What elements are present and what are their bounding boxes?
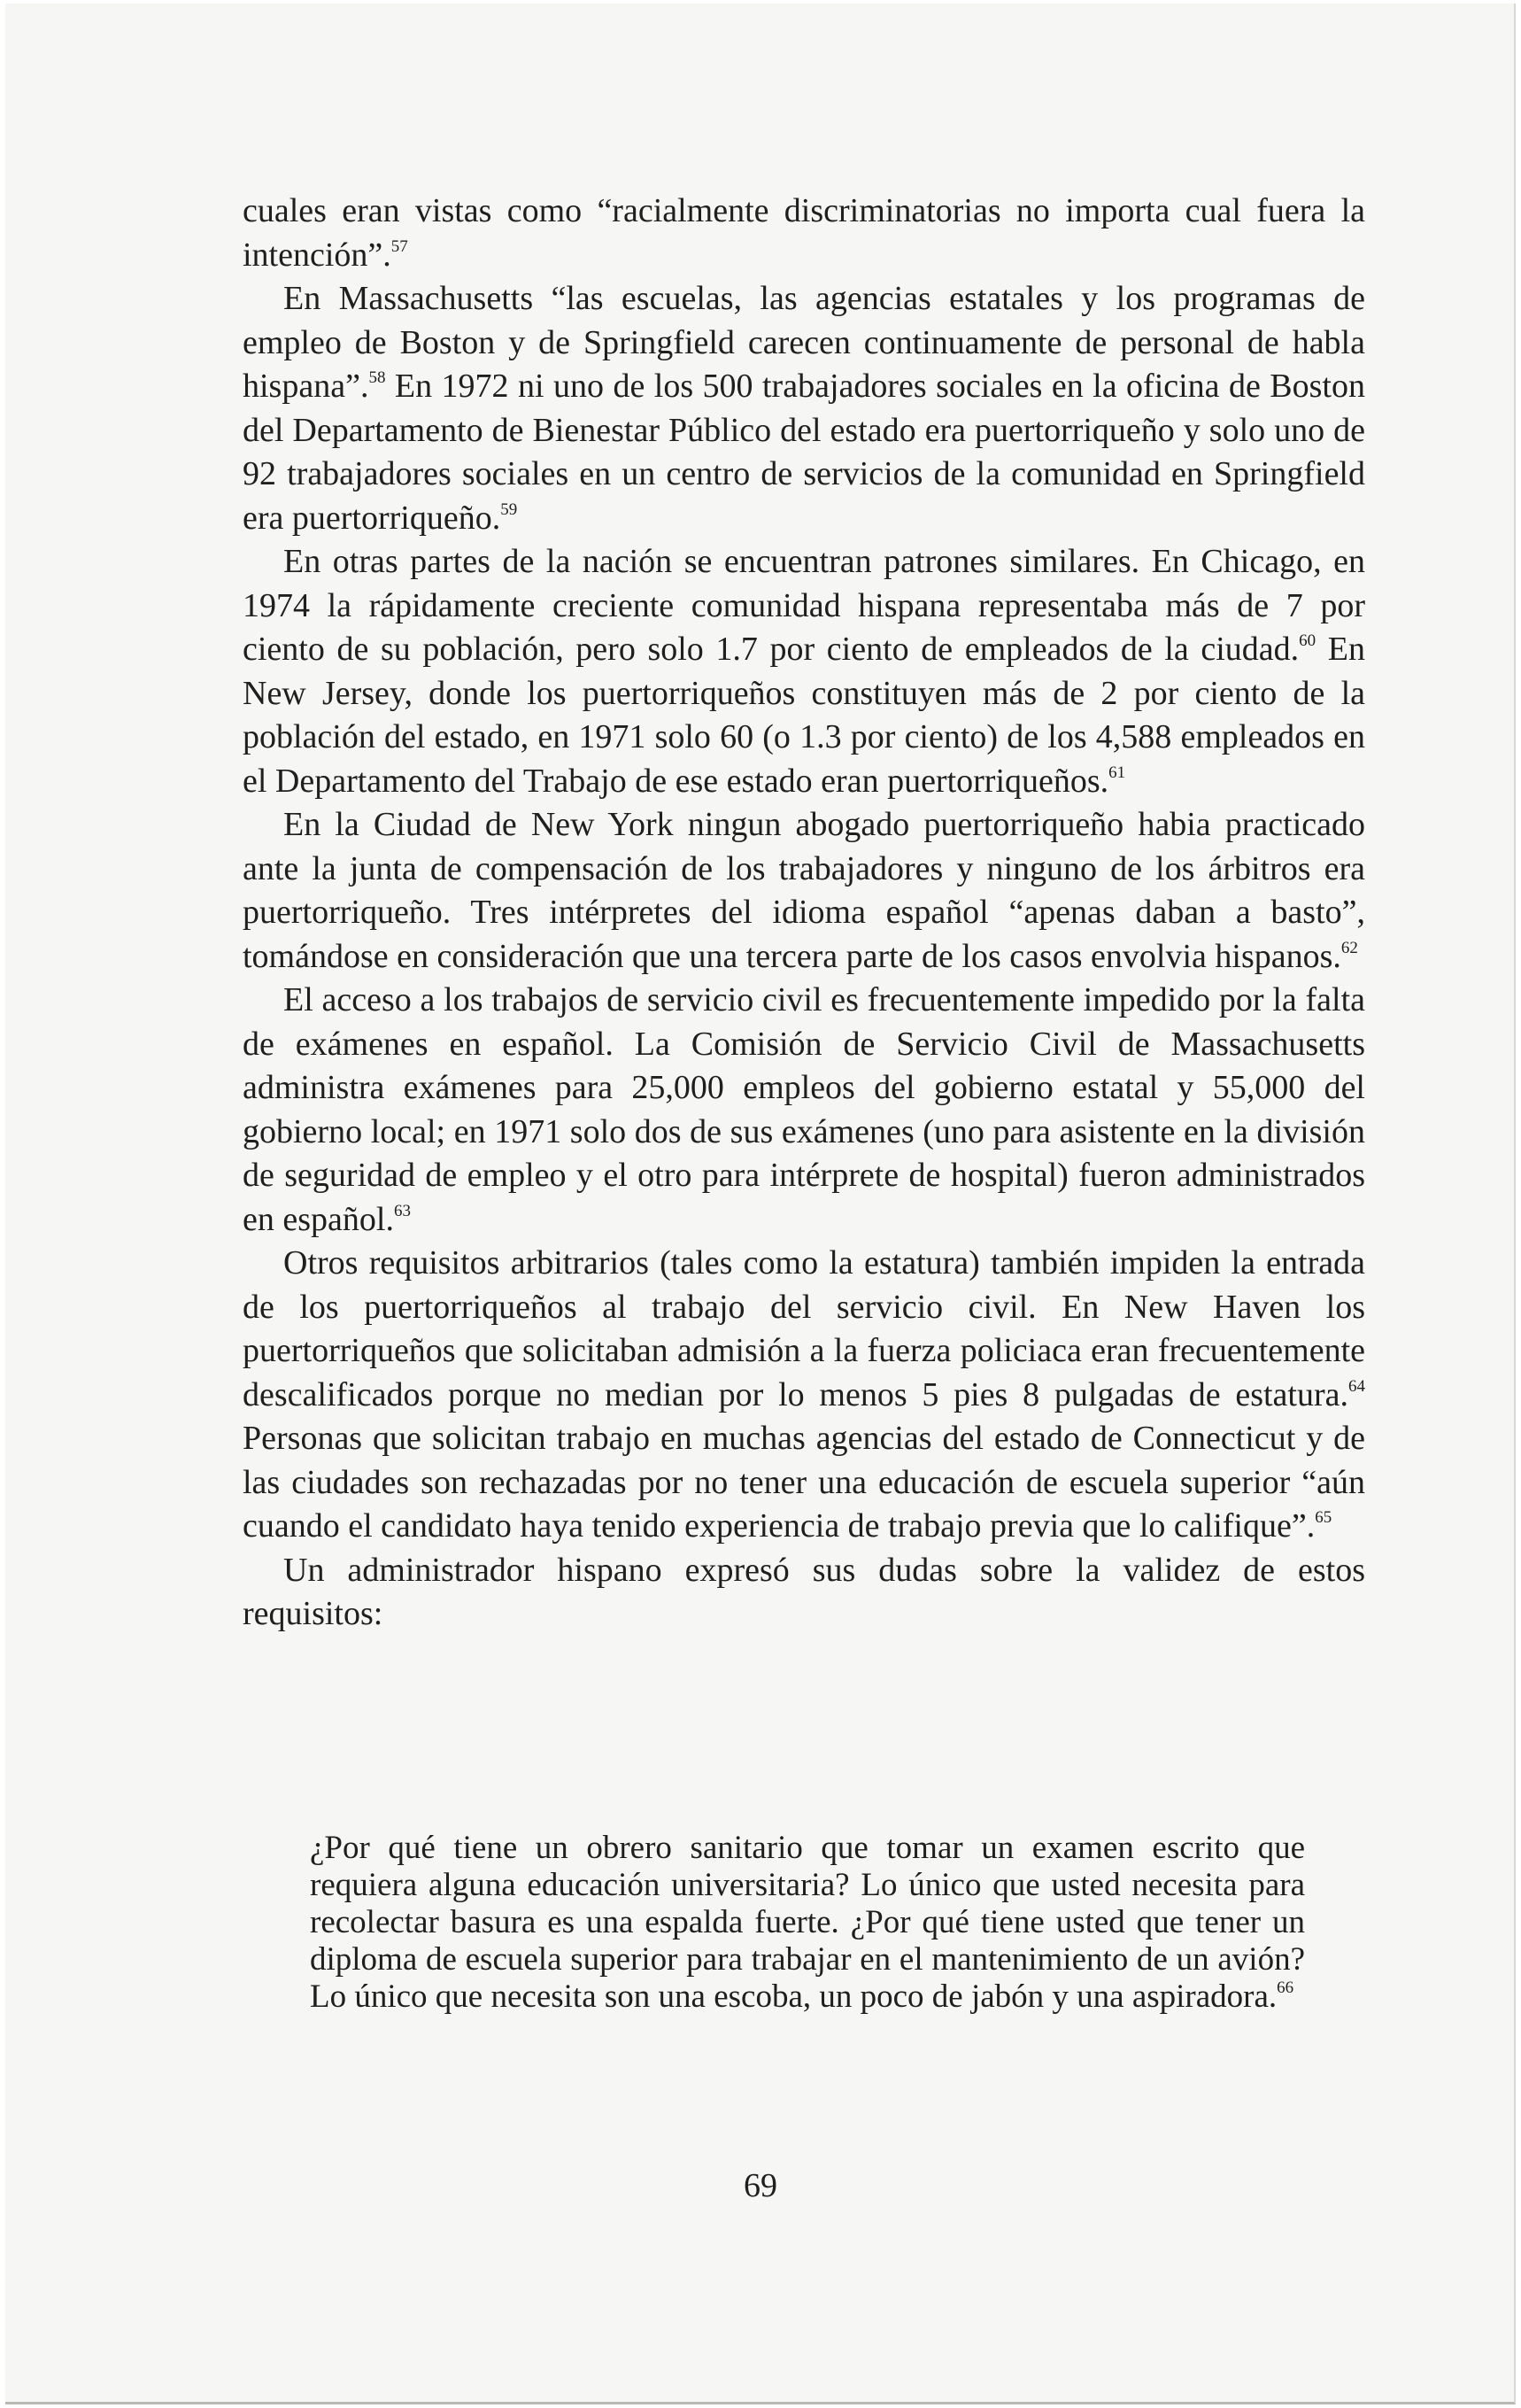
footnote-ref-57: 57 (390, 236, 408, 256)
footnote-ref-65: 65 (1315, 1508, 1332, 1527)
footnote-ref-63: 63 (393, 1201, 411, 1220)
paragraph-4-text: En la Ciudad de New York ningun abogado puertorriqueño habia practicado ante la junta de compensación de los trabajadores y ninguno de los árbitros era puertorriqueño. Tres intérpretes del idioma español “apenas daban a basto”, tomándose en consideración que una tercera parte de los casos envolvia hispanos. (243, 806, 1365, 975)
paragraph-7 (243, 1549, 1365, 1637)
paragraph-6 (243, 1242, 1365, 1549)
paragraph-1 (243, 190, 1365, 277)
body-text (243, 190, 1365, 1637)
paragraph-3-text: En otras partes de la nación se encuentran patrones similares. En Chicago, en 1974 la rápidamente creciente comunidad hispana representaba más de 7 por ciento de su población, pero solo 1.7 por ciento de empleados de la ciudad. (243, 543, 1365, 668)
paragraph-6-text-cont: Personas que solicitan trabajo en muchas agencias del estado de Connecticut y de las ciudades son rechazadas por no tener una educación de escuela superior “aún cuando el candidato haya tenido experiencia de trabajo previa que lo califique”. (243, 1420, 1365, 1545)
page-number: 69 (744, 2167, 777, 2204)
paragraph-5-text: El acceso a los trabajos de servicio civil es frecuentemente impedido por la falta de exámenes en español. La Comisión de Servicio Civil de Massachusetts administra exámenes para 25,000 empleos del gobierno estatal y 55,000 del gobierno local; en 1971 solo dos de sus exámenes (uno para asistente en la división de seguridad de empleo y el otro para intérprete de hospital) fueron administrados en español. (243, 981, 1365, 1238)
footnote-ref-61: 61 (1108, 763, 1126, 782)
paragraph-2-text: En Massachusetts “las escuelas, las agencias estatales y los programas de empleo de Boston y de Springfield carecen continuamente de personal de habla hispana”. (243, 280, 1365, 405)
footnote-ref-60: 60 (1299, 631, 1316, 650)
paragraph-3-text-cont: En New Jersey, donde los puertorriqueños constituyen más de 2 por ciento de la población del estado, en 1971 solo 60 (o 1.3 por ciento) de los 4,588 empleados en el Departamento del Trabajo de ese estado eran puertorriqueños. (243, 631, 1365, 800)
block-quote-text: ¿Por qué tiene un obrero sanitario que tomar un examen escrito que requiera alguna educación universitaria? Lo único que usted necesita para recolectar basura es una espalda fuerte. ¿Por qué tiene usted que tener un diploma de escuela superior para trabajar en el mantenimiento de un avión? Lo único que necesita son una escoba, un poco de jabón y una aspiradora. (310, 1830, 1305, 2015)
paragraph-3 (243, 540, 1365, 803)
footnote-ref-58: 58 (368, 368, 386, 387)
footnote-ref-64: 64 (1348, 1376, 1365, 1396)
footnote-ref-66: 66 (1277, 1978, 1294, 1997)
footnote-ref-59: 59 (500, 499, 518, 519)
paragraph-7-text: Un administrador hispano expresó sus dudas sobre la validez de estos requisitos: (243, 1551, 1365, 1632)
paragraph-4 (243, 803, 1365, 979)
paragraph-6-text: Otros requisitos arbitrarios (tales como la estatura) también impiden la entrada de los puertorriqueños al trabajo del servicio civil. En New Haven los puertorriqueños que solicitaban admisión a la fuerza policiaca eran frecuentemente descalificados porque no median por lo menos 5 pies 8 pulgadas de estatura. (243, 1244, 1365, 1413)
paragraph-5 (243, 979, 1365, 1242)
paragraph-1-text: cuales eran vistas como “racialmente discriminatorias no importa cual fuera la intención”. (243, 192, 1365, 274)
paragraph-2 (243, 277, 1365, 540)
paragraph-2-text-cont: En 1972 ni uno de los 500 trabajadores sociales en la oficina de Boston del Departamento de Bienestar Público del estado era puertorriqueño y solo uno de 92 trabajadores sociales en un centro de servicios de la comunidad en Springfield era puertorriqueño. (243, 368, 1365, 537)
block-quote (310, 1830, 1305, 2016)
footnote-ref-62: 62 (1340, 938, 1358, 957)
